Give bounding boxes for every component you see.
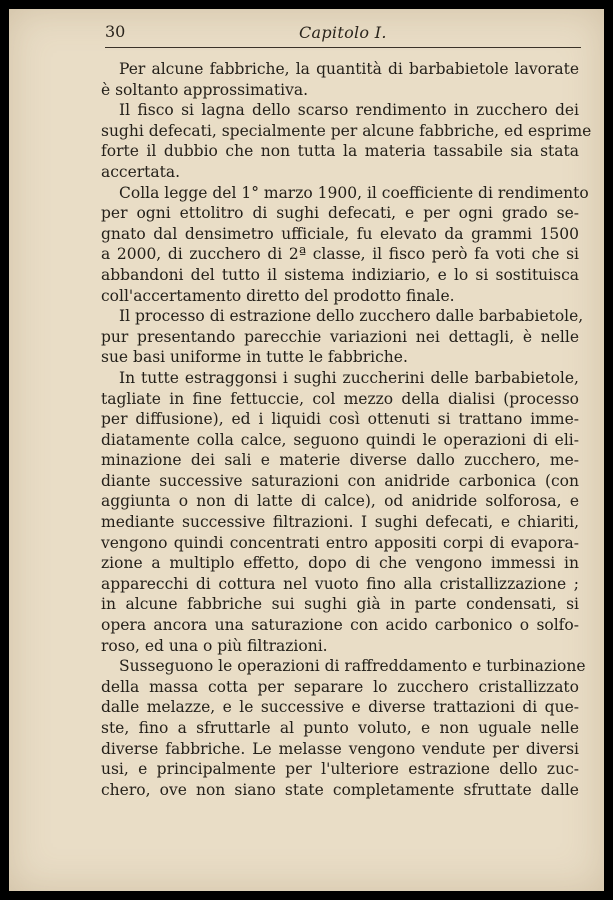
text-line: opera ancora una saturazione con acido carbonico o solfo- (101, 616, 579, 635)
text-line: in alcune fabbriche sui sughi già in parte condensati, si (101, 595, 579, 614)
text-line: usi, e principalmente per l'ulteriore estrazione dello zuc- (101, 760, 579, 779)
running-head: Capitolo I. (299, 23, 387, 42)
text-line: per ogni ettolitro di sughi defecati, e per ogni grado se- (101, 204, 579, 223)
header-rule (105, 47, 581, 48)
text-line: dalle melazze, e le successive e diverse trattazioni di que- (101, 698, 579, 717)
text-line: Colla legge del 1° marzo 1900, il coefficiente di rendimento (119, 183, 589, 202)
paragraph (101, 100, 592, 182)
body-text (101, 59, 592, 800)
text-line: Susseguono le operazioni di raffreddamento e turbinazione (119, 657, 586, 676)
text-line: In tutte estraggonsi i sughi zuccherini delle barbabietole, (119, 368, 579, 387)
text-line: aggiunta o non di latte di calce), od anidride solforosa, e (101, 492, 579, 511)
text-line: Per alcune fabbriche, la quantità di barbabietole lavorate (119, 60, 579, 78)
text-line: gnato dal densimetro ufficiale, fu elevato da grammi 1500 (101, 224, 579, 243)
text-line: per diffusione), ed i liquidi così ottenuti si trattano imme- (101, 410, 579, 429)
text-line: mediante successive filtrazioni. I sughi defecati, e chiariti, (101, 513, 579, 532)
text-line: a 2000, di zucchero di 2ª classe, il fisco però fa voti che si (101, 245, 579, 264)
text-line: zione a multiplo effetto, dopo di che vengono immessi in (101, 554, 579, 573)
paragraph (101, 306, 584, 368)
text-line: vengono quindi concentrati entro appositi corpi di evapora- (101, 533, 579, 552)
text-line: apparecchi di cottura nel vuoto fino alla cristallizzazione ; (101, 574, 579, 593)
text-line: abbandoni del tutto il sistema indiziario, e lo si sostituisca (101, 265, 579, 284)
text-line: sue basi uniforme in tutte le fabbriche. (101, 348, 408, 367)
text-line: ste, fino a sfruttarle al punto voluto, e non uguale nelle (101, 719, 579, 737)
text-line: è soltanto approssimativa. (101, 80, 309, 99)
text-line: della massa cotta per separare lo zucchero cristallizzato (101, 677, 579, 696)
page (9, 9, 604, 891)
paragraph (101, 59, 579, 100)
paragraph (101, 368, 579, 656)
text-line: tagliate in fine fettuccie, col mezzo della dialisi (processo (101, 389, 579, 408)
text-line: coll'accertamento diretto del prodotto finale. (101, 286, 455, 305)
text-line: roso, ed una o più filtrazioni. (101, 636, 328, 655)
text-line: chero, ove non siano state completamente sfruttate dalle (101, 780, 579, 799)
text-line: minazione dei sali e materie diverse dallo zucchero, me- (101, 451, 579, 470)
paragraph (101, 183, 589, 307)
text-line: Il fisco si lagna dello scarso rendimento in zucchero dei (119, 101, 579, 120)
text-line: sughi defecati, specialmente per alcune fabbriche, ed esprime (101, 121, 592, 140)
text-line: diatamente colla calce, seguono quindi le operazioni di eli- (101, 430, 579, 449)
paragraph (101, 656, 586, 800)
text-line: diante successive saturazioni con anidride carbonica (con (101, 471, 579, 490)
text-line: pur presentando parecchie variazioni nei dettagli, è nelle (101, 327, 579, 346)
text-line: accertata. (101, 162, 181, 181)
text-line: forte il dubbio che non tutta la materia tassabile sia stata (101, 142, 579, 161)
text-line: Il processo di estrazione dello zucchero dalle barbabietole, (119, 307, 584, 326)
text-line: diverse fabbriche. Le melasse vengono vendute per diversi (101, 739, 579, 758)
page-number: 30 (105, 22, 126, 41)
